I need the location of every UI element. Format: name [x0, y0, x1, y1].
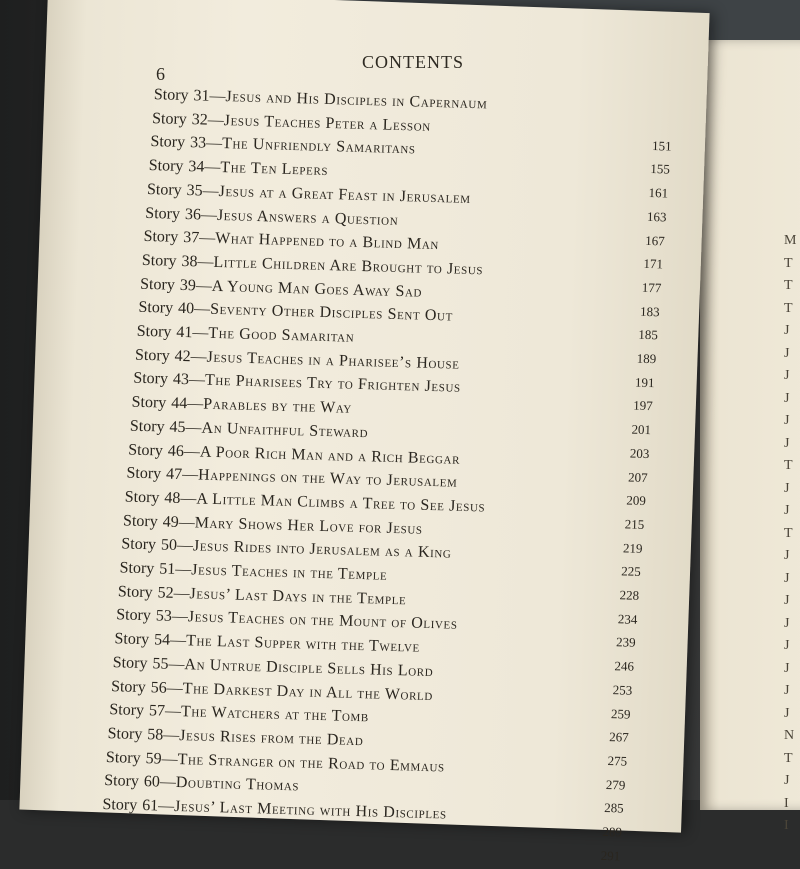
facing-page-letter: T: [784, 525, 793, 541]
toc-story-word: Story: [136, 322, 172, 341]
page-number: 6: [156, 64, 165, 84]
toc-page-number: 253: [612, 681, 633, 698]
toc-dash: —: [161, 750, 178, 768]
toc-page-number: 203: [629, 445, 650, 461]
toc-story-number: 54: [153, 631, 171, 649]
toc-story-number: 53: [155, 607, 173, 626]
toc-title: Parables by the Way: [203, 395, 353, 417]
page-title: CONTENTS: [362, 52, 464, 72]
toc-story-number: 39: [179, 276, 197, 294]
toc-title: Jesus Teaches Peter a Lesson: [223, 111, 432, 135]
toc-title: The Unfriendly Samaritans: [221, 135, 416, 158]
facing-page-letter: J: [784, 548, 790, 563]
toc-story-word: Story: [153, 86, 189, 105]
toc-story-word: Story: [121, 535, 157, 554]
facing-page-letter: J: [784, 480, 790, 496]
toc-story-number: 56: [150, 678, 167, 697]
toc-title: Jesus’ Last Days in the Temple: [189, 584, 407, 609]
facing-page-letter: T: [784, 278, 793, 293]
facing-page-letter: J: [784, 390, 790, 406]
facing-page-letter: J: [784, 345, 790, 361]
facing-page-letter: J: [784, 413, 790, 428]
toc-story-number: 48: [164, 489, 181, 507]
toc-story-number: 31: [193, 87, 210, 105]
toc-story-number: 52: [157, 584, 174, 602]
toc-story-number: 32: [191, 110, 209, 129]
facing-page-letter: J: [784, 570, 790, 586]
toc-page-number: 171: [643, 256, 664, 272]
toc-story-word: Story: [110, 677, 146, 696]
toc-dash: —: [202, 182, 219, 200]
toc-dash: —: [157, 797, 175, 815]
toc-page-number: 259: [610, 705, 631, 722]
facing-page-letter: T: [784, 458, 793, 473]
toc-story-number: 44: [171, 394, 188, 413]
toc-story-word: Story: [134, 346, 170, 365]
toc-page-number: 189: [636, 350, 657, 367]
toc-title: An Untrue Disciple Sells His Lord: [184, 655, 434, 680]
toc-page-number: 185: [638, 327, 659, 343]
facing-page-letter: I: [784, 818, 789, 833]
toc-page-number: 234: [617, 610, 638, 627]
toc-title: Jesus and His Disciples in Capernaum: [225, 88, 488, 113]
toc-story-word: Story: [141, 251, 177, 270]
toc-story-number: 46: [167, 442, 185, 460]
toc-dash: —: [164, 702, 182, 721]
toc-page-number: 275: [607, 752, 628, 769]
toc-story-word: Story: [105, 748, 141, 767]
toc-story-word: Story: [119, 559, 155, 578]
facing-page-letter: J: [784, 773, 790, 788]
toc-story-word: Story: [138, 299, 174, 318]
toc-dash: —: [204, 158, 221, 177]
toc-page-number: 239: [615, 634, 636, 651]
toc-dash: —: [190, 347, 207, 366]
toc-dash: —: [180, 489, 197, 508]
toc-title: The Darkest Day in All the World: [182, 679, 434, 704]
toc-story-word: Story: [127, 441, 164, 459]
toc-story-number: 50: [160, 536, 178, 555]
toc-page-number: 207: [627, 469, 648, 485]
toc-page-number: 177: [641, 279, 662, 296]
toc-story-word: Story: [102, 795, 138, 814]
toc-dash: —: [187, 395, 204, 413]
toc-story-number: 37: [183, 229, 200, 247]
toc-title: Mary Shows Her Love for Jesus: [194, 514, 423, 538]
toc-title: Jesus’ Last Meeting with His Disciples: [173, 797, 447, 823]
toc-story-number: 61: [141, 797, 159, 815]
toc-page-number: 167: [645, 232, 665, 248]
facing-page-letter: J: [784, 368, 790, 383]
facing-page-letter: J: [784, 660, 790, 676]
toc-story-word: Story: [107, 724, 143, 743]
toc-story-number: 42: [174, 347, 191, 365]
toc-story-word: Story: [143, 228, 179, 247]
toc-page-number: 291: [600, 847, 621, 864]
toc-page-number: 163: [646, 208, 667, 225]
toc-dash: —: [209, 87, 226, 106]
toc-story-word: Story: [146, 180, 182, 199]
facing-page-letter: J: [784, 638, 790, 653]
facing-page-letter: J: [784, 615, 790, 631]
toc-story-word: Story: [122, 512, 158, 530]
facing-page-letter: T: [784, 255, 793, 271]
toc-title: Little Children Are Brought to Jesus: [213, 253, 484, 279]
toc-title: The Watchers at the Tomb: [180, 703, 370, 726]
toc-title: Doubting Thomas: [175, 774, 300, 795]
facing-page-letter: M: [784, 233, 797, 248]
toc-story-number: 60: [143, 773, 161, 791]
toc-title: An Unfaithful Steward: [201, 419, 369, 442]
toc-page-number: 228: [619, 587, 640, 603]
toc-story-number: 57: [148, 702, 166, 720]
toc-story-word: Story: [151, 109, 188, 128]
toc-dash: —: [171, 608, 189, 626]
toc-story-number: 41: [176, 323, 193, 342]
toc-dash: —: [169, 631, 187, 650]
facing-page-letter: N: [784, 728, 795, 743]
facing-page-letter: T: [784, 300, 793, 316]
toc-story-word: Story: [115, 606, 152, 625]
toc-title: The Good Samaritan: [208, 324, 355, 346]
toc-title: Jesus at a Great Feast in Jerusalem: [218, 182, 471, 207]
toc-dash: —: [188, 371, 206, 390]
toc-title: Jesus Answers a Question: [216, 206, 399, 229]
toc-story-word: Story: [124, 488, 160, 507]
toc-story-number: 45: [169, 418, 186, 436]
toc-story-word: Story: [129, 417, 165, 436]
toc-dash: —: [200, 205, 218, 224]
toc-title: Jesus Teaches on the Mount of Olives: [187, 608, 458, 634]
facing-page-letter: T: [784, 750, 793, 766]
toc-story-number: 34: [188, 158, 205, 176]
toc-page-number: 151: [651, 137, 672, 154]
toc-dash: —: [175, 560, 192, 579]
toc-story-number: 35: [186, 181, 203, 200]
toc-story-word: Story: [139, 275, 176, 294]
toc-title: The Pharisees Try to Frighten Jesus: [204, 372, 461, 397]
toc-story-number: 33: [189, 134, 207, 152]
toc-title: The Last Supper with the Twelve: [185, 632, 421, 656]
toc-page-number: 215: [624, 516, 645, 532]
toc-dash: —: [205, 134, 223, 153]
toc-story-word: Story: [114, 630, 150, 649]
toc-title: Jesus Teaches in the Temple: [191, 561, 388, 584]
toc-page-number: 161: [648, 185, 669, 201]
toc-dash: —: [168, 655, 185, 673]
toc-story-word: Story: [104, 772, 140, 791]
toc-dash: —: [185, 418, 202, 437]
toc-story-word: Story: [109, 701, 145, 720]
toc-title: A Young Man Goes Away Sad: [211, 277, 423, 301]
toc-page-number: 267: [609, 729, 630, 745]
toc-title: What Happened to a Blind Man: [214, 230, 440, 254]
toc-dash: —: [197, 253, 214, 271]
toc-story-number: 55: [152, 655, 169, 673]
toc-story-word: Story: [133, 370, 169, 389]
toc-dash: —: [163, 726, 180, 744]
toc-story-word: Story: [148, 157, 184, 176]
toc-story-word: Story: [150, 133, 186, 152]
toc-title: Jesus Teaches in a Pharisee’s House: [206, 348, 460, 373]
toc-story-word: Story: [145, 204, 181, 223]
facing-page-letter: J: [784, 683, 790, 698]
toc-story-number: 36: [184, 205, 202, 223]
toc-page-number: 197: [633, 398, 653, 414]
toc-title: Jesus Rises from the Dead: [179, 726, 364, 750]
toc-title: Jesus Rides into Jerusalem as a King: [192, 537, 452, 562]
toc-page-number: 225: [621, 563, 641, 580]
toc-story-word: Story: [112, 653, 148, 672]
toc-story-word: Story: [131, 393, 167, 412]
toc-page-number: 289: [602, 823, 623, 840]
toc-story-number: 49: [162, 513, 179, 531]
toc-dash: —: [199, 229, 216, 248]
toc-dash: —: [195, 276, 213, 295]
toc-story-number: 47: [165, 465, 183, 484]
toc-story-word: Story: [117, 582, 153, 601]
toc-page-number: 155: [650, 161, 671, 177]
toc-page-number: 191: [634, 374, 655, 390]
toc-title: The Stranger on the Road to Emmaus: [177, 750, 445, 776]
facing-page-letter: J: [784, 593, 790, 608]
toc-dash: —: [193, 300, 211, 319]
toc-page-number: 209: [626, 492, 647, 509]
facing-page-letter: J: [784, 323, 790, 338]
toc-page-number: 285: [603, 800, 624, 816]
facing-page-letter: J: [784, 435, 790, 451]
toc-story-number: 58: [147, 726, 164, 744]
toc-title: The Ten Lepers: [220, 159, 329, 180]
facing-page-letter: J: [784, 705, 790, 721]
toc-dash: —: [192, 324, 209, 342]
toc-page-number: 219: [622, 539, 643, 556]
toc-title: Seventy Other Disciples Sent Out: [209, 301, 454, 325]
toc-dash: —: [178, 513, 195, 532]
toc-story-number: 43: [172, 371, 190, 389]
toc-dash: —: [159, 773, 177, 792]
toc-title: A Little Man Climbs a Tree to See Jesus: [196, 490, 486, 516]
toc-dash: —: [207, 111, 225, 129]
toc-story-number: 38: [181, 252, 198, 271]
toc-page-number: 246: [614, 658, 635, 674]
facing-page-letter: J: [784, 503, 790, 518]
toc-title: A Poor Rich Man and a Rich Beggar: [199, 443, 461, 468]
toc-page-number: 279: [605, 776, 626, 793]
toc-story-number: 40: [177, 300, 195, 318]
toc-story-number: 59: [145, 749, 162, 768]
toc-page-number: 183: [639, 303, 660, 319]
toc-dash: —: [176, 537, 194, 555]
toc-story-number: 51: [159, 560, 176, 578]
toc-dash: —: [166, 679, 183, 697]
toc-page-number: 201: [631, 421, 652, 438]
toc-story-word: Story: [126, 464, 162, 483]
facing-page-letter: I: [784, 795, 789, 811]
toc-dash: —: [183, 442, 201, 461]
toc-dash: —: [181, 466, 199, 484]
toc-title: Happenings on the Way to Jerusalem: [197, 466, 458, 491]
toc-dash: —: [173, 584, 190, 602]
